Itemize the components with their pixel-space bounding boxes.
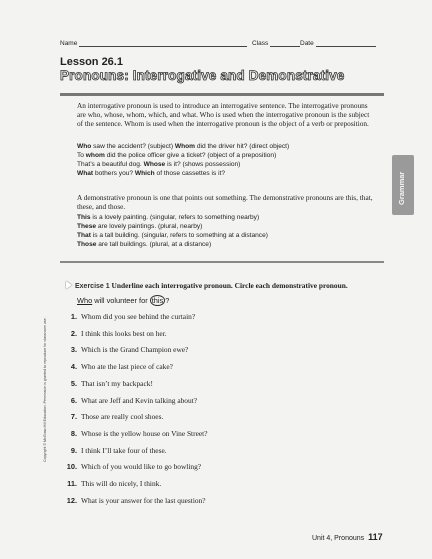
item-text: That isn’t my backpack! xyxy=(81,378,153,388)
pronoun-word: whom xyxy=(85,152,105,159)
page-number: 117 xyxy=(368,532,383,542)
item-number: 3. xyxy=(70,345,77,355)
item-number: 6. xyxy=(70,395,77,405)
top-rule xyxy=(60,93,384,96)
interrogative-example xyxy=(77,161,240,169)
item-number: 5. xyxy=(70,378,77,388)
item-number: 10. xyxy=(66,462,77,472)
list-item xyxy=(66,345,188,354)
example-circled-word: this xyxy=(151,296,164,305)
pronoun-word: This xyxy=(77,214,91,221)
example-underlined-word: Who xyxy=(77,296,93,305)
name-label: Name xyxy=(60,40,78,47)
date-label: Date xyxy=(300,40,314,47)
example-text: is a tall building. (singular, refers to something at a distance) xyxy=(90,232,268,239)
date-line xyxy=(316,39,376,47)
unit-label: Unit 4, Pronouns xyxy=(312,535,365,542)
item-text: Those are really cool shoes. xyxy=(81,412,164,422)
pronoun-word: What xyxy=(77,170,94,177)
demonstrative-example xyxy=(77,232,268,240)
example-text: of those cassettes is it? xyxy=(154,170,226,177)
bottom-rule xyxy=(60,261,384,263)
example-text: did the driver hit? (direct object) xyxy=(195,143,290,150)
example-end-text: ? xyxy=(165,296,170,305)
interrogative-explanation: An interrogative pronoun is used to introduce an interrogative sentence. The interrogative pronouns are who, whose, whom, which, and what. Who is used when the interrogative pronoun is the subject of the sentence. Whom is used when the interrogative pronoun is the object of a verb or preposition. xyxy=(77,101,370,128)
example-text: did the police officer give a ticket? (object of a preposition) xyxy=(104,152,277,159)
grammar-tab-label: Grammar xyxy=(397,171,406,205)
interrogative-example xyxy=(77,170,225,178)
item-text: Whose is the yellow house on Vine Street? xyxy=(81,428,208,438)
item-text: I think this looks best on her. xyxy=(81,328,167,338)
triangle-icon xyxy=(66,281,72,289)
copyright-notice: Copyright © McGraw-Hill Education. Permission is granted to reproduce for classroom use. xyxy=(43,317,47,462)
lesson-title: Pronouns: Interrogative and Demonstrative xyxy=(60,68,345,83)
pronoun-word: These xyxy=(77,223,97,230)
list-item xyxy=(66,362,173,371)
interrogative-example xyxy=(77,152,276,160)
demonstrative-example xyxy=(77,223,202,231)
item-text: I think I’ll take four of these. xyxy=(81,445,167,455)
grammar-tab xyxy=(392,155,414,215)
list-item xyxy=(66,412,163,421)
interrogative-example xyxy=(77,143,289,151)
pronoun-word: Which xyxy=(134,170,155,177)
lesson-number: Lesson 26.1 xyxy=(60,56,123,68)
list-item xyxy=(66,479,161,488)
item-text: Who ate the last piece of cake? xyxy=(81,362,173,372)
item-text: Which is the Grand Champion ewe? xyxy=(81,345,189,355)
item-number: 1. xyxy=(70,312,77,321)
list-item xyxy=(66,379,153,388)
item-number: 2. xyxy=(70,328,77,338)
example-text: are lovely paintings. (plural, nearby) xyxy=(96,223,203,230)
list-item xyxy=(66,446,167,455)
class-line xyxy=(270,39,300,47)
pronoun-word: That xyxy=(77,232,91,239)
demonstrative-example xyxy=(77,214,259,222)
exercise-heading xyxy=(66,280,348,290)
example-text: is it? (shows possession) xyxy=(165,161,241,168)
item-number: 7. xyxy=(70,412,77,422)
class-field xyxy=(252,39,300,47)
item-number: 8. xyxy=(70,428,77,438)
example-text: is a lovely painting. (singular, refers to something nearby) xyxy=(90,214,260,221)
example-middle-text: will volunteer for xyxy=(92,296,150,305)
pronoun-word: Those xyxy=(77,241,97,248)
example-text: bothers you? xyxy=(93,170,135,177)
exercise-instructions: Underline each interrogative pronoun. Circle each demonstrative pronoun. xyxy=(111,281,348,290)
pronoun-word: Whose xyxy=(143,161,166,168)
page-footer xyxy=(312,532,383,542)
example-text: saw the accident? (subject) xyxy=(91,143,175,150)
example-text: are tall buildings. (plural, at a distance) xyxy=(96,241,212,248)
list-item xyxy=(66,429,207,438)
example-sentence xyxy=(77,296,169,305)
item-text: What are Jeff and Kevin talking about? xyxy=(81,395,198,405)
name-line xyxy=(79,39,247,47)
example-text: That’s a beautiful dog. xyxy=(77,161,144,168)
item-text: This will do nicely, I think. xyxy=(81,479,162,488)
item-text: Whom did you see behind the curtain? xyxy=(81,312,196,321)
date-field xyxy=(300,39,376,47)
list-item xyxy=(66,396,197,405)
name-field xyxy=(60,39,247,47)
demonstrative-example xyxy=(77,241,211,249)
exercise-label: Exercise 1 xyxy=(75,283,110,290)
example-text: To xyxy=(77,152,86,159)
item-number: 9. xyxy=(70,445,77,455)
item-number: 12. xyxy=(66,495,77,505)
list-item xyxy=(66,329,167,338)
item-text: What is your answer for the last question? xyxy=(81,495,206,505)
item-number: 11. xyxy=(67,479,77,488)
demonstrative-explanation: A demonstrative pronoun is one that points out something. The demonstrative pronouns are this, that, these, and those. xyxy=(77,193,373,211)
list-item xyxy=(66,496,206,505)
class-label: Class xyxy=(252,40,269,47)
pronoun-word: Who xyxy=(77,143,92,150)
item-text: Which of you would like to go bowling? xyxy=(81,462,202,472)
list-item xyxy=(66,312,195,321)
item-number: 4. xyxy=(70,362,77,372)
list-item xyxy=(66,462,201,471)
pronoun-word: Whom xyxy=(174,143,195,150)
